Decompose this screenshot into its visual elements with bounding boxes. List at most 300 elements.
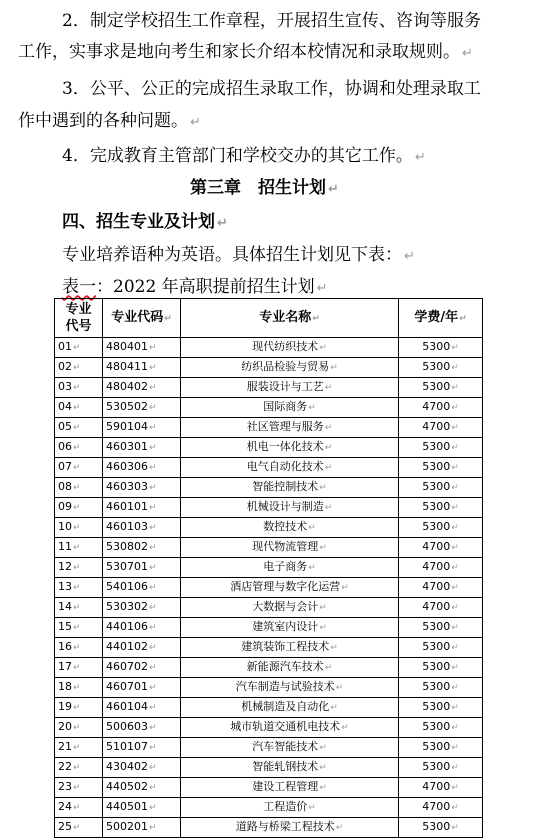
cell-mark-icon: ↵ (451, 823, 459, 833)
cell-text: 建设工程管理 (252, 780, 319, 793)
cell-major-no (55, 418, 103, 438)
cell-text: 22 (58, 760, 72, 773)
cell-text: 4700 (422, 400, 451, 413)
cell-mark-icon: ↵ (451, 603, 459, 613)
cell-text: 460702 (106, 660, 148, 673)
header-major-name (181, 299, 399, 338)
table-body (55, 338, 483, 838)
cell-tuition (399, 538, 483, 558)
cell-major-no (55, 758, 103, 778)
cell-mark-icon: ↵ (149, 523, 157, 533)
cell-text: 24 (58, 800, 72, 813)
header-text: 专业 (65, 302, 92, 317)
cell-text: 20 (58, 720, 72, 733)
cell-mark-icon: ↵ (330, 643, 338, 653)
cell-major-no (55, 578, 103, 598)
cell-major-code (103, 778, 181, 798)
cell-mark-icon: ↵ (451, 343, 459, 353)
cell-text: 5300 (422, 360, 451, 373)
cell-text: 纺织品检验与贸易 (241, 360, 330, 373)
cell-major-code (103, 358, 181, 378)
cell-mark-icon: ↵ (451, 363, 459, 373)
cell-major-name (181, 378, 399, 398)
cell-mark-icon: ↵ (73, 703, 81, 713)
cell-tuition (399, 458, 483, 478)
chapter-heading-text: 第三章 招生计划 (190, 178, 326, 198)
header-major-code (103, 299, 181, 338)
cell-text: 510107 (106, 740, 148, 753)
table-row (55, 758, 483, 778)
cell-mark-icon: ↵ (451, 563, 459, 573)
cell-mark-icon: ↵ (451, 463, 459, 473)
cell-tuition (399, 738, 483, 758)
cell-major-no (55, 438, 103, 458)
section-heading-text: 四、招生专业及计划 (62, 212, 215, 232)
cell-text: 13 (58, 580, 72, 593)
table-row (55, 458, 483, 478)
paragraph-mark-icon: ↵ (316, 281, 328, 296)
paragraph-item-3-cont (18, 111, 201, 133)
table-row (55, 478, 483, 498)
table-row (55, 558, 483, 578)
cell-text: 汽车制造与试验技术 (235, 680, 335, 693)
cell-text: 5300 (422, 820, 451, 833)
cell-mark-icon: ↵ (73, 403, 81, 413)
cell-major-code (103, 578, 181, 598)
cell-tuition (399, 418, 483, 438)
table-row (55, 338, 483, 358)
table-row (55, 598, 483, 618)
cell-mark-icon: ↵ (451, 503, 459, 513)
cell-mark-icon: ↵ (451, 583, 459, 593)
cell-tuition (399, 478, 483, 498)
cell-major-no (55, 478, 103, 498)
cell-text: 05 (58, 420, 72, 433)
cell-mark-icon: ↵ (324, 443, 333, 453)
paragraph-text: 4．完成教育主管部门和学校交办的其它工作。 (62, 146, 413, 166)
table-row (55, 718, 483, 738)
cell-major-name (181, 398, 399, 418)
cell-text: 530802 (106, 540, 148, 553)
cell-tuition (399, 678, 483, 698)
cell-mark-icon: ↵ (73, 443, 81, 453)
cell-major-name (181, 678, 399, 698)
cell-major-code (103, 378, 181, 398)
table-row (55, 698, 483, 718)
cell-text: 酒店管理与数字化运营 (230, 580, 341, 593)
paragraph-text: 作中遇到的各种问题。 (18, 111, 188, 131)
cell-mark-icon: ↵ (324, 503, 333, 513)
cell-mark-icon: ↵ (319, 483, 327, 493)
cell-major-code (103, 558, 181, 578)
cell-major-name (181, 578, 399, 598)
cell-mark-icon: ↵ (73, 823, 81, 833)
cell-mark-icon: ↵ (324, 423, 333, 433)
cell-text: 5300 (422, 340, 451, 353)
cell-text: 16 (58, 640, 72, 653)
cell-text: 460301 (106, 440, 148, 453)
cell-text: 机械设计与制造 (246, 500, 324, 513)
cell-text: 02 (58, 360, 72, 373)
cell-text: 460701 (106, 680, 148, 693)
cell-mark-icon: ↵ (308, 803, 316, 813)
cell-text: 电气自动化技术 (246, 460, 324, 473)
cell-major-name (181, 778, 399, 798)
cell-mark-icon: ↵ (149, 803, 157, 813)
cell-major-name (181, 658, 399, 678)
cell-tuition (399, 698, 483, 718)
paragraph-text: 3．公平、公正的完成招生录取工作，协调和处理录取工 (62, 79, 481, 99)
table-row (55, 798, 483, 818)
cell-mark-icon: ↵ (73, 643, 81, 653)
cell-text: 4700 (422, 780, 451, 793)
cell-mark-icon: ↵ (73, 543, 81, 553)
cell-major-no (55, 778, 103, 798)
cell-mark-icon: ↵ (149, 563, 157, 573)
cell-major-name (181, 718, 399, 738)
cell-mark-icon: ↵ (341, 723, 349, 733)
cell-text: 现代纺织技术 (252, 340, 319, 353)
cell-mark-icon: ↵ (459, 313, 467, 324)
cell-mark-icon: ↵ (308, 563, 316, 573)
paragraph-mark-icon: ↵ (217, 216, 228, 231)
cell-major-code (103, 398, 181, 418)
cell-mark-icon: ↵ (73, 763, 81, 773)
cell-tuition (399, 598, 483, 618)
cell-major-code (103, 798, 181, 818)
cell-text: 智能轧钢技术 (252, 760, 319, 773)
cell-major-name (181, 738, 399, 758)
paragraph-mark-icon: ↵ (414, 150, 426, 165)
cell-mark-icon: ↵ (451, 443, 459, 453)
cell-major-code (103, 618, 181, 638)
cell-text: 4700 (422, 580, 451, 593)
cell-mark-icon: ↵ (73, 783, 81, 793)
cell-mark-icon: ↵ (451, 523, 459, 533)
table-caption-prefix: 表一 (62, 277, 96, 297)
table-row (55, 678, 483, 698)
cell-text: 4700 (422, 420, 451, 433)
cell-major-name (181, 698, 399, 718)
table-row (55, 538, 483, 558)
cell-tuition (399, 638, 483, 658)
cell-mark-icon: ↵ (319, 343, 327, 353)
enrollment-plan-table (54, 298, 483, 838)
cell-mark-icon: ↵ (308, 523, 316, 533)
cell-tuition (399, 398, 483, 418)
table-header-row (55, 299, 483, 338)
cell-major-code (103, 678, 181, 698)
cell-mark-icon: ↵ (324, 383, 333, 393)
cell-major-no (55, 638, 103, 658)
cell-text: 新能源汽车技术 (246, 660, 324, 673)
cell-text: 500603 (106, 720, 148, 733)
cell-tuition (399, 358, 483, 378)
cell-major-code (103, 658, 181, 678)
cell-mark-icon: ↵ (149, 403, 157, 413)
cell-text: 5300 (422, 440, 451, 453)
header-tuition (399, 299, 483, 338)
cell-mark-icon: ↵ (324, 463, 333, 473)
table-row (55, 638, 483, 658)
cell-mark-icon: ↵ (73, 383, 81, 393)
cell-text: 460103 (106, 520, 148, 533)
cell-text: 23 (58, 780, 72, 793)
cell-mark-icon: ↵ (149, 623, 157, 633)
cell-text: 460306 (106, 460, 148, 473)
cell-text: 5300 (422, 480, 451, 493)
cell-text: 社区管理与服务 (246, 420, 324, 433)
cell-mark-icon: ↵ (73, 343, 81, 353)
cell-mark-icon: ↵ (335, 823, 344, 833)
cell-tuition (399, 558, 483, 578)
cell-mark-icon: ↵ (308, 403, 316, 413)
cell-text: 17 (58, 660, 72, 673)
cell-text: 25 (58, 820, 72, 833)
cell-text: 数控技术 (263, 520, 308, 533)
cell-major-name (181, 418, 399, 438)
section-heading (62, 212, 228, 234)
cell-mark-icon: ↵ (324, 663, 333, 673)
cell-mark-icon: ↵ (73, 463, 81, 473)
cell-major-no (55, 498, 103, 518)
table-caption-text: ：2022 年高职提前招生计划 (96, 277, 315, 297)
cell-text: 5300 (422, 380, 451, 393)
cell-text: 机械制造及自动化 (241, 700, 330, 713)
cell-text: 440102 (106, 640, 148, 653)
cell-mark-icon: ↵ (319, 743, 327, 753)
cell-major-no (55, 358, 103, 378)
cell-major-no (55, 518, 103, 538)
cell-text: 5300 (422, 500, 451, 513)
cell-text: 18 (58, 680, 72, 693)
cell-mark-icon: ↵ (73, 683, 81, 693)
cell-text: 11 (58, 540, 72, 553)
chapter-heading (190, 178, 339, 200)
cell-mark-icon: ↵ (149, 703, 157, 713)
header-text: 学费/年 (414, 309, 459, 325)
cell-major-no (55, 398, 103, 418)
cell-mark-icon: ↵ (73, 743, 81, 753)
cell-text: 480402 (106, 380, 148, 393)
cell-mark-icon: ↵ (451, 803, 459, 813)
table-row (55, 378, 483, 398)
cell-mark-icon: ↵ (149, 603, 157, 613)
cell-tuition (399, 618, 483, 638)
cell-text: 服装设计与工艺 (246, 380, 324, 393)
cell-mark-icon: ↵ (319, 623, 327, 633)
table-row (55, 658, 483, 678)
cell-text: 530502 (106, 400, 148, 413)
cell-text: 5300 (422, 620, 451, 633)
cell-major-no (55, 698, 103, 718)
cell-mark-icon: ↵ (451, 403, 459, 413)
cell-mark-icon: ↵ (149, 503, 157, 513)
cell-text: 4700 (422, 560, 451, 573)
cell-tuition (399, 338, 483, 358)
cell-major-code (103, 338, 181, 358)
cell-text: 5300 (422, 720, 451, 733)
cell-major-name (181, 358, 399, 378)
cell-mark-icon: ↵ (149, 423, 157, 433)
cell-mark-icon: ↵ (73, 803, 81, 813)
cell-mark-icon: ↵ (341, 583, 349, 593)
cell-mark-icon: ↵ (451, 643, 459, 653)
cell-major-name (181, 598, 399, 618)
table-row (55, 358, 483, 378)
cell-major-code (103, 538, 181, 558)
cell-mark-icon: ↵ (149, 823, 157, 833)
cell-text: 工程造价 (263, 800, 308, 813)
cell-major-no (55, 718, 103, 738)
intro-paragraph (62, 245, 415, 267)
cell-major-code (103, 498, 181, 518)
cell-text: 09 (58, 500, 72, 513)
cell-mark-icon: ↵ (149, 763, 157, 773)
cell-major-name (181, 618, 399, 638)
paragraph-text: 2．制定学校招生工作章程，开展招生宣传、咨询等服务 (62, 11, 481, 31)
paragraph-item-2-cont (18, 42, 473, 64)
paragraph-mark-icon: ↵ (190, 115, 201, 130)
cell-text: 5300 (422, 740, 451, 753)
cell-mark-icon: ↵ (149, 483, 157, 493)
cell-major-no (55, 738, 103, 758)
cell-major-no (55, 598, 103, 618)
cell-major-code (103, 738, 181, 758)
table-row (55, 578, 483, 598)
table-row (55, 518, 483, 538)
cell-text: 460101 (106, 500, 148, 513)
cell-major-no (55, 558, 103, 578)
cell-tuition (399, 658, 483, 678)
cell-text: 5300 (422, 460, 451, 473)
cell-text: 4700 (422, 540, 451, 553)
header-text: 专业名称 (259, 309, 312, 325)
cell-mark-icon: ↵ (73, 663, 81, 673)
table-row (55, 778, 483, 798)
cell-text: 460303 (106, 480, 148, 493)
cell-mark-icon: ↵ (149, 383, 157, 393)
cell-text: 21 (58, 740, 72, 753)
cell-major-no (55, 338, 103, 358)
header-text: 专业代码 (111, 309, 164, 325)
cell-text: 5300 (422, 660, 451, 673)
cell-major-name (181, 798, 399, 818)
cell-major-code (103, 458, 181, 478)
cell-mark-icon: ↵ (149, 583, 157, 593)
cell-mark-icon: ↵ (73, 483, 81, 493)
cell-mark-icon: ↵ (73, 363, 81, 373)
cell-mark-icon: ↵ (149, 363, 157, 373)
cell-text: 电子商务 (263, 560, 308, 573)
cell-mark-icon: ↵ (73, 603, 81, 613)
cell-major-code (103, 598, 181, 618)
cell-major-name (181, 438, 399, 458)
cell-mark-icon: ↵ (330, 363, 338, 373)
table-caption (62, 277, 328, 299)
cell-text: 440106 (106, 620, 148, 633)
cell-mark-icon: ↵ (451, 623, 459, 633)
cell-text: 07 (58, 460, 72, 473)
cell-major-no (55, 538, 103, 558)
cell-major-code (103, 438, 181, 458)
cell-tuition (399, 578, 483, 598)
cell-mark-icon: ↵ (73, 583, 81, 593)
cell-text: 19 (58, 700, 72, 713)
cell-tuition (399, 758, 483, 778)
cell-text: 城市轨道交通机电技术 (230, 720, 341, 733)
cell-major-name (181, 458, 399, 478)
cell-text: 建筑装饰工程技术 (241, 640, 330, 653)
cell-major-no (55, 658, 103, 678)
cell-text: 12 (58, 560, 72, 573)
cell-text: 590104 (106, 420, 148, 433)
cell-mark-icon: ↵ (451, 383, 459, 393)
cell-mark-icon: ↵ (73, 563, 81, 573)
cell-tuition (399, 438, 483, 458)
cell-mark-icon: ↵ (451, 743, 459, 753)
cell-major-code (103, 518, 181, 538)
cell-mark-icon: ↵ (319, 763, 327, 773)
cell-mark-icon: ↵ (451, 783, 459, 793)
cell-tuition (399, 718, 483, 738)
table-row (55, 418, 483, 438)
cell-mark-icon: ↵ (149, 663, 157, 673)
cell-tuition (399, 518, 483, 538)
cell-text: 5300 (422, 700, 451, 713)
cell-mark-icon: ↵ (73, 423, 81, 433)
cell-mark-icon: ↵ (319, 603, 327, 613)
cell-text: 4700 (422, 800, 451, 813)
cell-text: 国际商务 (263, 400, 308, 413)
paragraph-item-3 (62, 79, 481, 99)
cell-text: 机电一体化技术 (246, 440, 324, 453)
cell-major-code (103, 758, 181, 778)
table-row (55, 438, 483, 458)
cell-text: 06 (58, 440, 72, 453)
cell-text: 430402 (106, 760, 148, 773)
paragraph-mark-icon: ↵ (328, 182, 339, 197)
cell-major-name (181, 638, 399, 658)
cell-text: 15 (58, 620, 72, 633)
cell-text: 440501 (106, 800, 148, 813)
cell-mark-icon: ↵ (149, 683, 157, 693)
cell-mark-icon: ↵ (451, 543, 459, 553)
cell-major-no (55, 378, 103, 398)
cell-mark-icon: ↵ (451, 683, 459, 693)
cell-major-code (103, 478, 181, 498)
cell-text: 汽车智能技术 (252, 740, 319, 753)
cell-mark-icon: ↵ (451, 423, 459, 433)
cell-mark-icon: ↵ (149, 723, 157, 733)
paragraph-item-4 (62, 146, 426, 168)
cell-major-name (181, 558, 399, 578)
cell-text: 5300 (422, 520, 451, 533)
cell-text: 480411 (106, 360, 148, 373)
cell-mark-icon: ↵ (451, 483, 459, 493)
cell-text: 4700 (422, 600, 451, 613)
header-text: 代号 (65, 319, 92, 334)
cell-text: 540106 (106, 580, 148, 593)
cell-mark-icon: ↵ (451, 663, 459, 673)
cell-mark-icon: ↵ (149, 443, 157, 453)
cell-text: 5300 (422, 760, 451, 773)
cell-major-code (103, 718, 181, 738)
cell-mark-icon: ↵ (319, 783, 327, 793)
cell-mark-icon: ↵ (149, 543, 157, 553)
intro-text: 专业培养语种为英语。具体招生计划见下表： (62, 245, 402, 265)
cell-mark-icon: ↵ (319, 543, 327, 553)
